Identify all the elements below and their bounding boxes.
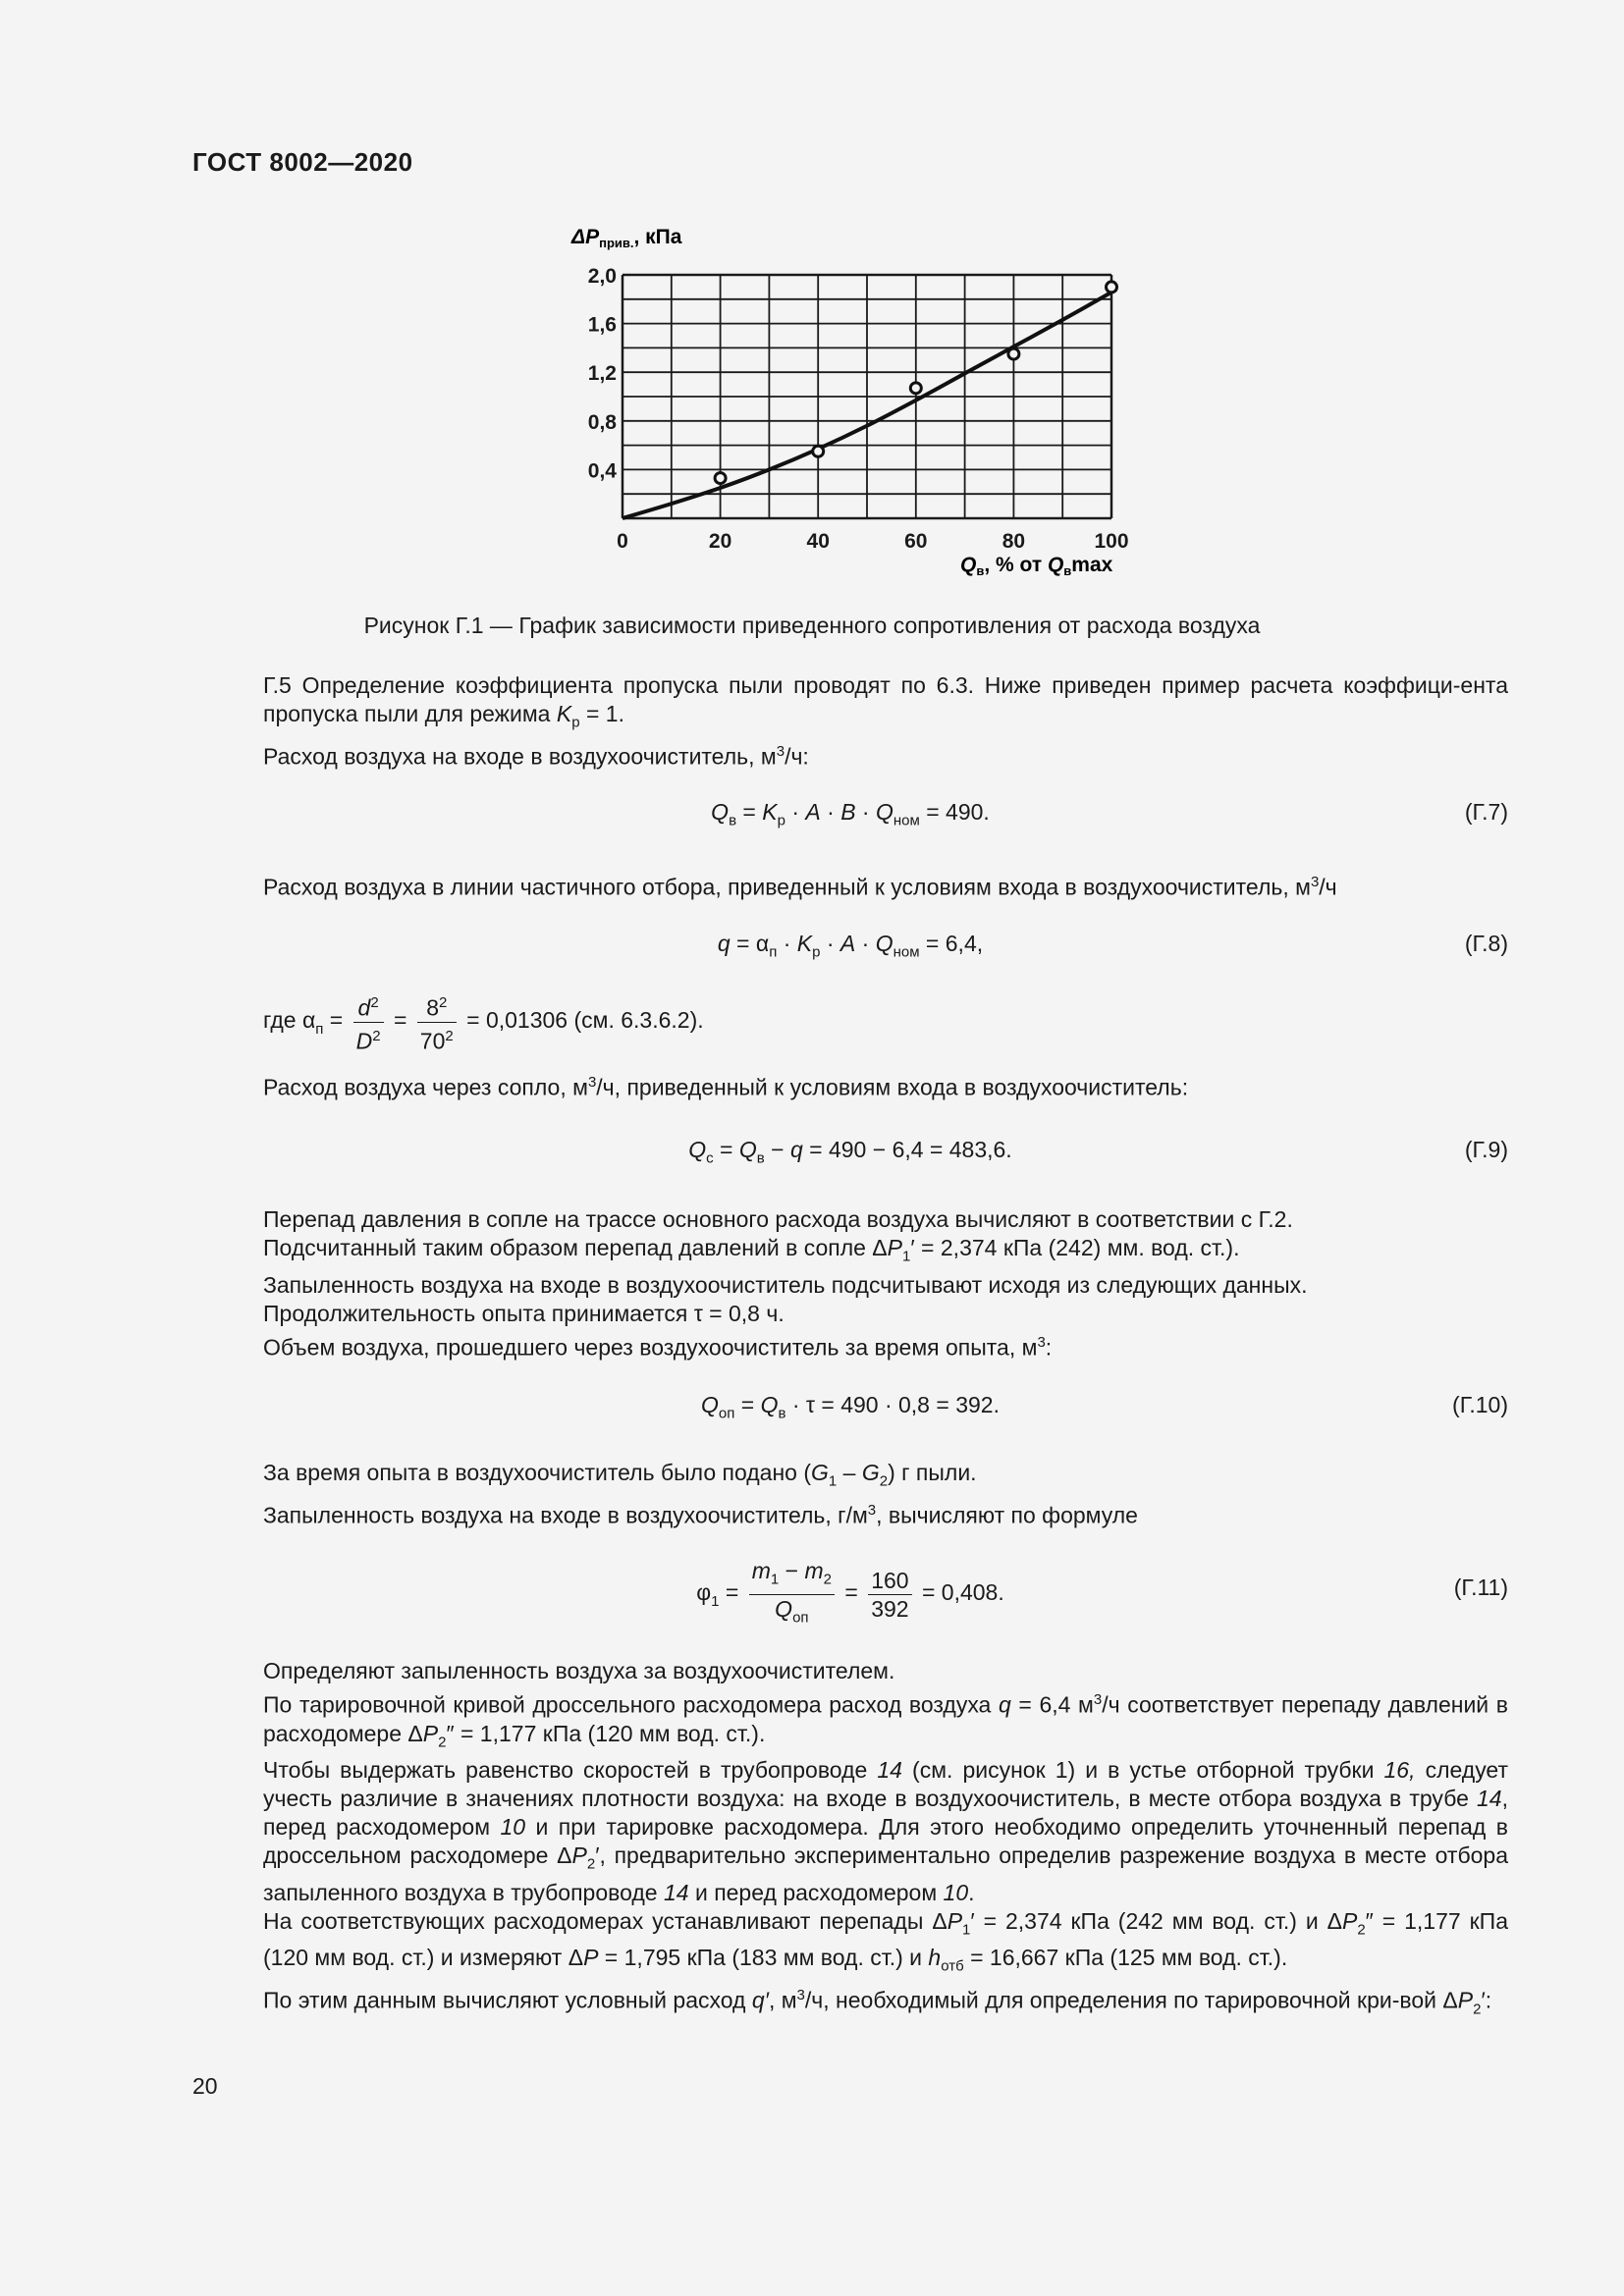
paragraph-nozzle-pressure: Перепад давления в сопле на трассе основного расхода воздуха вычисляют в соответствии с Г.2.: [263, 1206, 1293, 1232]
text-block-1: [192, 671, 1508, 771]
equation-g7: $Q_в = K_р \cdot A \cdot B \cdot Q_{ном} = 490$. (Г.7): [711, 799, 1508, 829]
equation-g9: $Q_с = Q_в - q = 490 - 6,4 = 483,6$. (Г.9): [688, 1137, 1508, 1167]
paragraph-dust-content: Запыленность воздуха на входе в воздухоочиститель подсчитывают исходя из следующих данных.: [263, 1271, 1308, 1298]
chart-ticks: [588, 265, 1129, 553]
paragraph-g5: Г.5 Определение коэффициента пропуска пыли проводят по 6.3. Ниже приведен пример расчета коэффици-ента пропуска пыли для режима $K_р = 1$.: [263, 672, 1508, 731]
page-number: 20: [192, 2073, 218, 2099]
data-point: [910, 383, 921, 394]
equation-number: (Г.9): [1464, 1137, 1508, 1162]
text-block-2: [192, 868, 1508, 902]
chart: [550, 216, 1159, 589]
paragraph-outlet-dust: Определяют запыленность воздуха за воздухоочистителем.: [263, 1658, 895, 1683]
y-tick-label: 0,4: [587, 459, 617, 483]
equation-g11: $\varphi_1$ = $\frac{m_1 - m_2}{Q_{оп}}$ = $\frac{160}{392}$ = 0,408. (Г.11): [696, 1558, 1508, 1627]
equation-g10: $Q_{оп} = Q_в \cdot \tau = 490 \cdot 0,8 = 392$. (Г.10): [701, 1392, 1508, 1422]
text-block-5: [192, 1459, 1508, 1529]
paragraph-calibration-curve: По тарировочной кривой дроссельного расходомера расход воздуха q = 6,4 $м^3/ч$ соответствует перепаду давлений в расходомере $\Delta P_2'' = 1,177$ кПа (120 мм вод. ст.).: [263, 1691, 1508, 1751]
x-tick-label: 80: [1001, 530, 1026, 553]
x-tick-label: 40: [806, 530, 830, 553]
equation-g8: $q = \alpha_п \cdot K_р \cdot A \cdot Q_{ном} = 6,4$, (Г.8): [717, 931, 1508, 961]
figure-caption: Рисунок Г.1 — График зависимости приведенного сопротивления от расхода воздуха: [363, 613, 1261, 638]
y-tick-label: 1,6: [587, 313, 617, 337]
data-point: [1008, 348, 1019, 359]
text-block-3: [192, 1068, 1508, 1102]
x-tick-label: 0: [617, 530, 628, 553]
text-block-4: [192, 1205, 1508, 1362]
equation-number: (Г.7): [1464, 799, 1508, 825]
chart-grid: [623, 275, 1111, 518]
y-tick-label: 0,8: [587, 410, 617, 434]
y-tick-label: 1,2: [587, 362, 617, 386]
x-tick-label: 100: [1094, 530, 1129, 553]
paragraph-inlet-dust-formula: Запыленность воздуха на входе в воздухоочиститель, $г/м^3$, вычисляют по формуле: [263, 1501, 1138, 1528]
paragraph-air-volume: Объем воздуха, прошедшего через воздухоочиститель за время опыта, $м^3$:: [263, 1333, 1053, 1361]
equation-number: (Г.10): [1452, 1392, 1508, 1417]
paragraph-partial-flow: Расход воздуха в линии частичного отбора, приведенный к условиям входа в воздухоочиститель, $м^3/ч$: [263, 874, 1337, 900]
equation-number: (Г.11): [1453, 1575, 1508, 1600]
data-point: [1107, 282, 1117, 293]
paragraph-dust-fed: За время опыта в воздухоочиститель было подано $(G_1 - G_2)$ г пыли.: [263, 1460, 977, 1490]
y-tick-label: 2,0: [587, 265, 617, 288]
x-tick-label: 60: [904, 530, 928, 553]
data-point: [813, 446, 824, 456]
paragraph-air-flow-inlet: Расход воздуха на входе в воздухоочиститель, $м^3/ч$:: [263, 742, 809, 770]
paragraph-velocity-equality: Чтобы выдержать равенство скоростей в трубопроводе 14 (см. рисунок 1) и в устье отборной трубки 16, следует учесть различие в значениях плотности воздуха: на входе в воздухоочиститель, в месте отбора воздуха в трубе 14, перед расходомером 10 и при тарировке расходомера. Для этого необходимо определить уточненный перепад в дроссельном расходомере $\Delta P_2'$, предварительно экспериментально определив разрежение воздуха в месте отбора запыленного воздуха в трубопроводе 14 и перед расходомером 10.: [263, 1757, 1508, 1905]
text-block-6: [192, 1657, 1508, 2023]
x-axis-label: Qв, % от Qвmax: [960, 554, 1113, 578]
alpha-definition: где $\alpha_п$ = $\frac{d^2}{D^2}$ = $\frac{8^2}{70^2}$ = 0,01306 (см. 6.3.6.2).: [192, 989, 1508, 1054]
paragraph-flowmeter-readings: На соответствующих расходомерах устанавливают перепады $\Delta P_1' = 2,374$ кПа (242 мм вод. ст.) и $\Delta P_2'' = 1,177$ кПа (120 мм вод. ст.) и измеряют ΔP = 1,795 кПа (183 мм вод. ст.) и $h_{отб} = 16,667$ кПа (125 мм вод. ст.).: [263, 1907, 1508, 1976]
paragraph-pressure-drop: Подсчитанный таким образом перепад давлений в сопле $\Delta P_1' = 2,374$ кПа (242) мм. вод. ст.).: [263, 1235, 1240, 1265]
document-header: ГОСТ 8002—2020: [192, 147, 413, 177]
paragraph-nozzle-flow: Расход воздуха через сопло, $м^3/ч$, приведенный к условиям входа в воздухоочиститель:: [263, 1074, 1189, 1100]
paragraph-conditional-flow: По этим данным вычисляют условный расход q′, $м^3/ч$, необходимый для определения по тарировочной кри-вой $\Delta P_2'$:: [263, 1987, 1492, 2018]
y-axis-label: ΔPприв., кПа: [571, 226, 682, 250]
data-point: [715, 473, 726, 484]
x-tick-label: 20: [708, 530, 732, 553]
equation-number: (Г.8): [1464, 931, 1508, 956]
paragraph-duration: Продолжительность опыта принимается τ = 0,8 ч.: [263, 1300, 785, 1326]
